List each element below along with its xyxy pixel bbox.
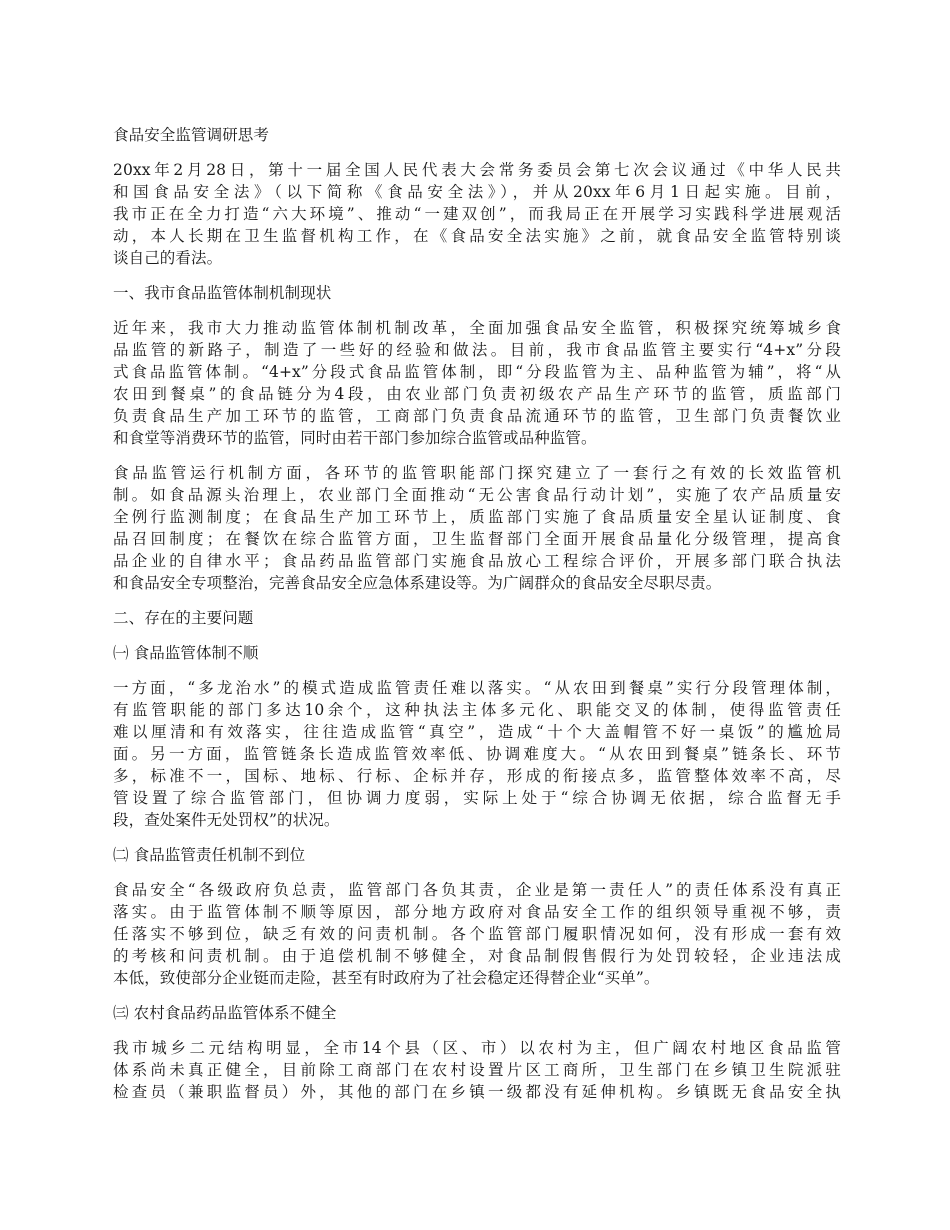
paragraph-line: 检查员（兼职监督员）外，其他的部门在乡镇一级都没有延伸机构。乡镇既无食品安全执: [113, 1083, 841, 1101]
paragraph: [113, 159, 841, 269]
paragraph-line: 谈自己的看法。: [113, 249, 223, 267]
section-heading: ㈡ 食品监管责任机制不到位: [113, 846, 306, 864]
spacer: [113, 594, 841, 607]
paragraph-line: 难以厘清和有效落实，往往造成监管“真空”，造成“十个大盖帽管不好一桌饭”的尴尬局: [113, 723, 841, 741]
paragraph-line: 管设置了综合监管部门，但协调力度弱，实际上处于“综合协调无依据，综合监督无手: [113, 789, 841, 807]
paragraph-line: 制。如食品源头治理上，农业部门全面推动“无公害食品行动计划”，实施了农产品质量安: [113, 486, 841, 504]
paragraph-line: 多，标准不一，国标、地标、行标、企标并存，形成的衔接点多，监管整体效率不高，尽: [113, 767, 841, 785]
spacer: [113, 664, 841, 677]
paragraph-line: 近年来，我市大力推动监管体制机制改革，全面加强食品安全监管，积极探究统筹城乡食: [113, 319, 841, 337]
paragraph-line: 品监管的新路子，制造了一些好的经验和做法。目前，我市食品监管主要实行“4+x”分段: [113, 341, 841, 359]
spacer: [113, 866, 841, 879]
section-heading: 二、存在的主要问题: [113, 609, 254, 627]
document-page: [113, 124, 841, 1103]
paragraph: [113, 879, 841, 989]
paragraph-line: 食品监管运行机制方面，各环节的监管职能部门探究建立了一套行之有效的长效监管机: [113, 464, 841, 482]
paragraph-line: 20xx年2月28日，第十一届全国人民代表大会常务委员会第七次会议通过《中华人民共: [113, 161, 841, 179]
paragraph-line: 的考核和问责机制。由于追偿机制不够健全，对食品制假售假行为处罚较轻，企业违法成: [113, 947, 841, 965]
paragraph-line: 农田到餐桌”的食品链分为4段，由农业部门负责初级农产品生产环节的监管，质监部门: [113, 385, 841, 403]
paragraph-line: 品召回制度；在餐饮在综合监管方面，卫生监督部门全面开展食品量化分级管理，提高食: [113, 530, 841, 548]
paragraph-line: 和食堂等消费环节的监管，同时由若干部门参加综合监管或品种监管。: [113, 429, 597, 447]
paragraph-line: 有监管职能的部门多达10余个，这种执法主体多元化、职能交叉的体制，使得监管责任: [113, 701, 841, 719]
paragraph-line: 负责食品生产加工环节的监管，工商部门负责食品流通环节的监管，卫生部门负责餐饮业: [113, 407, 841, 425]
spacer: [113, 449, 841, 462]
spacer: [113, 831, 841, 844]
section-heading: 一、我市食品监管体制机制现状: [113, 284, 332, 302]
paragraph: [113, 462, 841, 594]
section-heading: ㈢ 农村食品药品监管体系不健全: [113, 1004, 337, 1022]
section-heading: ㈠ 食品监管体制不顺: [113, 644, 259, 662]
spacer: [113, 629, 841, 642]
spacer: [113, 146, 841, 159]
paragraph-line: 落实。由于监管体制不顺等原因，部分地方政府对食品安全工作的组织领导重视不够，责: [113, 903, 841, 921]
spacer: [113, 1024, 841, 1037]
paragraph-line: 品企业的自律水平；食品药品监管部门实施食品放心工程综合评价，开展多部门联合执法: [113, 552, 841, 570]
paragraph: [113, 317, 841, 449]
paragraph-line: 一方面，“多龙治水”的模式造成监管责任难以落实。“从农田到餐桌”实行分段管理体制，: [113, 679, 841, 697]
paragraph-line: 动，本人长期在卫生监督机构工作，在《食品安全法实施》之前，就食品安全监管特别谈: [113, 227, 841, 245]
paragraph-line: 和食品安全专项整治，完善食品安全应急体系建设等。为广阔群众的食品安全尽职尽责。: [113, 574, 722, 592]
spacer: [113, 989, 841, 1002]
paragraph-line: 我市正在全力打造“六大环境”、推动“一建双创”，而我局正在开展学习实践科学进展观活: [113, 205, 841, 223]
spacer: [113, 304, 841, 317]
spacer: [113, 269, 841, 282]
paragraph-line: 食品安全“各级政府负总责，监管部门各负其责，企业是第一责任人”的责任体系没有真正: [113, 881, 841, 899]
paragraph-line: 我市城乡二元结构明显，全市14个县（区、市）以农村为主，但广阔农村地区食品监管: [113, 1039, 841, 1057]
paragraph-line: 式食品监管体制。“4+x”分段式食品监管体制，即“分段监管为主、品种监管为辅”，将“从: [113, 363, 841, 381]
paragraph-line: 段，查处案件无处罚权”的状况。: [113, 811, 340, 829]
paragraph: [113, 1037, 841, 1103]
paragraph: [113, 677, 841, 831]
paragraph-line: 全例行监测制度；在食品生产加工环节上，质监部门实施了食品质量安全星认证制度、食: [113, 508, 841, 526]
document-title: 食品安全监管调研思考: [113, 126, 270, 144]
document-body: [113, 159, 841, 1103]
paragraph-line: 和国食品安全法》（以下简称《食品安全法》），并从20xx年6月1日起实施。目前，: [113, 183, 841, 201]
paragraph-line: 任落实不够到位，缺乏有效的问责机制。各个监管部门履职情况如何，没有形成一套有效: [113, 925, 841, 943]
paragraph-line: 本低，致使部分企业铤而走险，甚至有时政府为了社会稳定还得替企业“买单”。: [113, 969, 660, 987]
paragraph-line: 面。另一方面，监管链条长造成监管效率低、协调难度大。“从农田到餐桌”链条长、环节: [113, 745, 841, 763]
paragraph-line: 体系尚未真正健全，目前除工商部门在农村设置片区工商所，卫生部门在乡镇卫生院派驻: [113, 1061, 841, 1079]
